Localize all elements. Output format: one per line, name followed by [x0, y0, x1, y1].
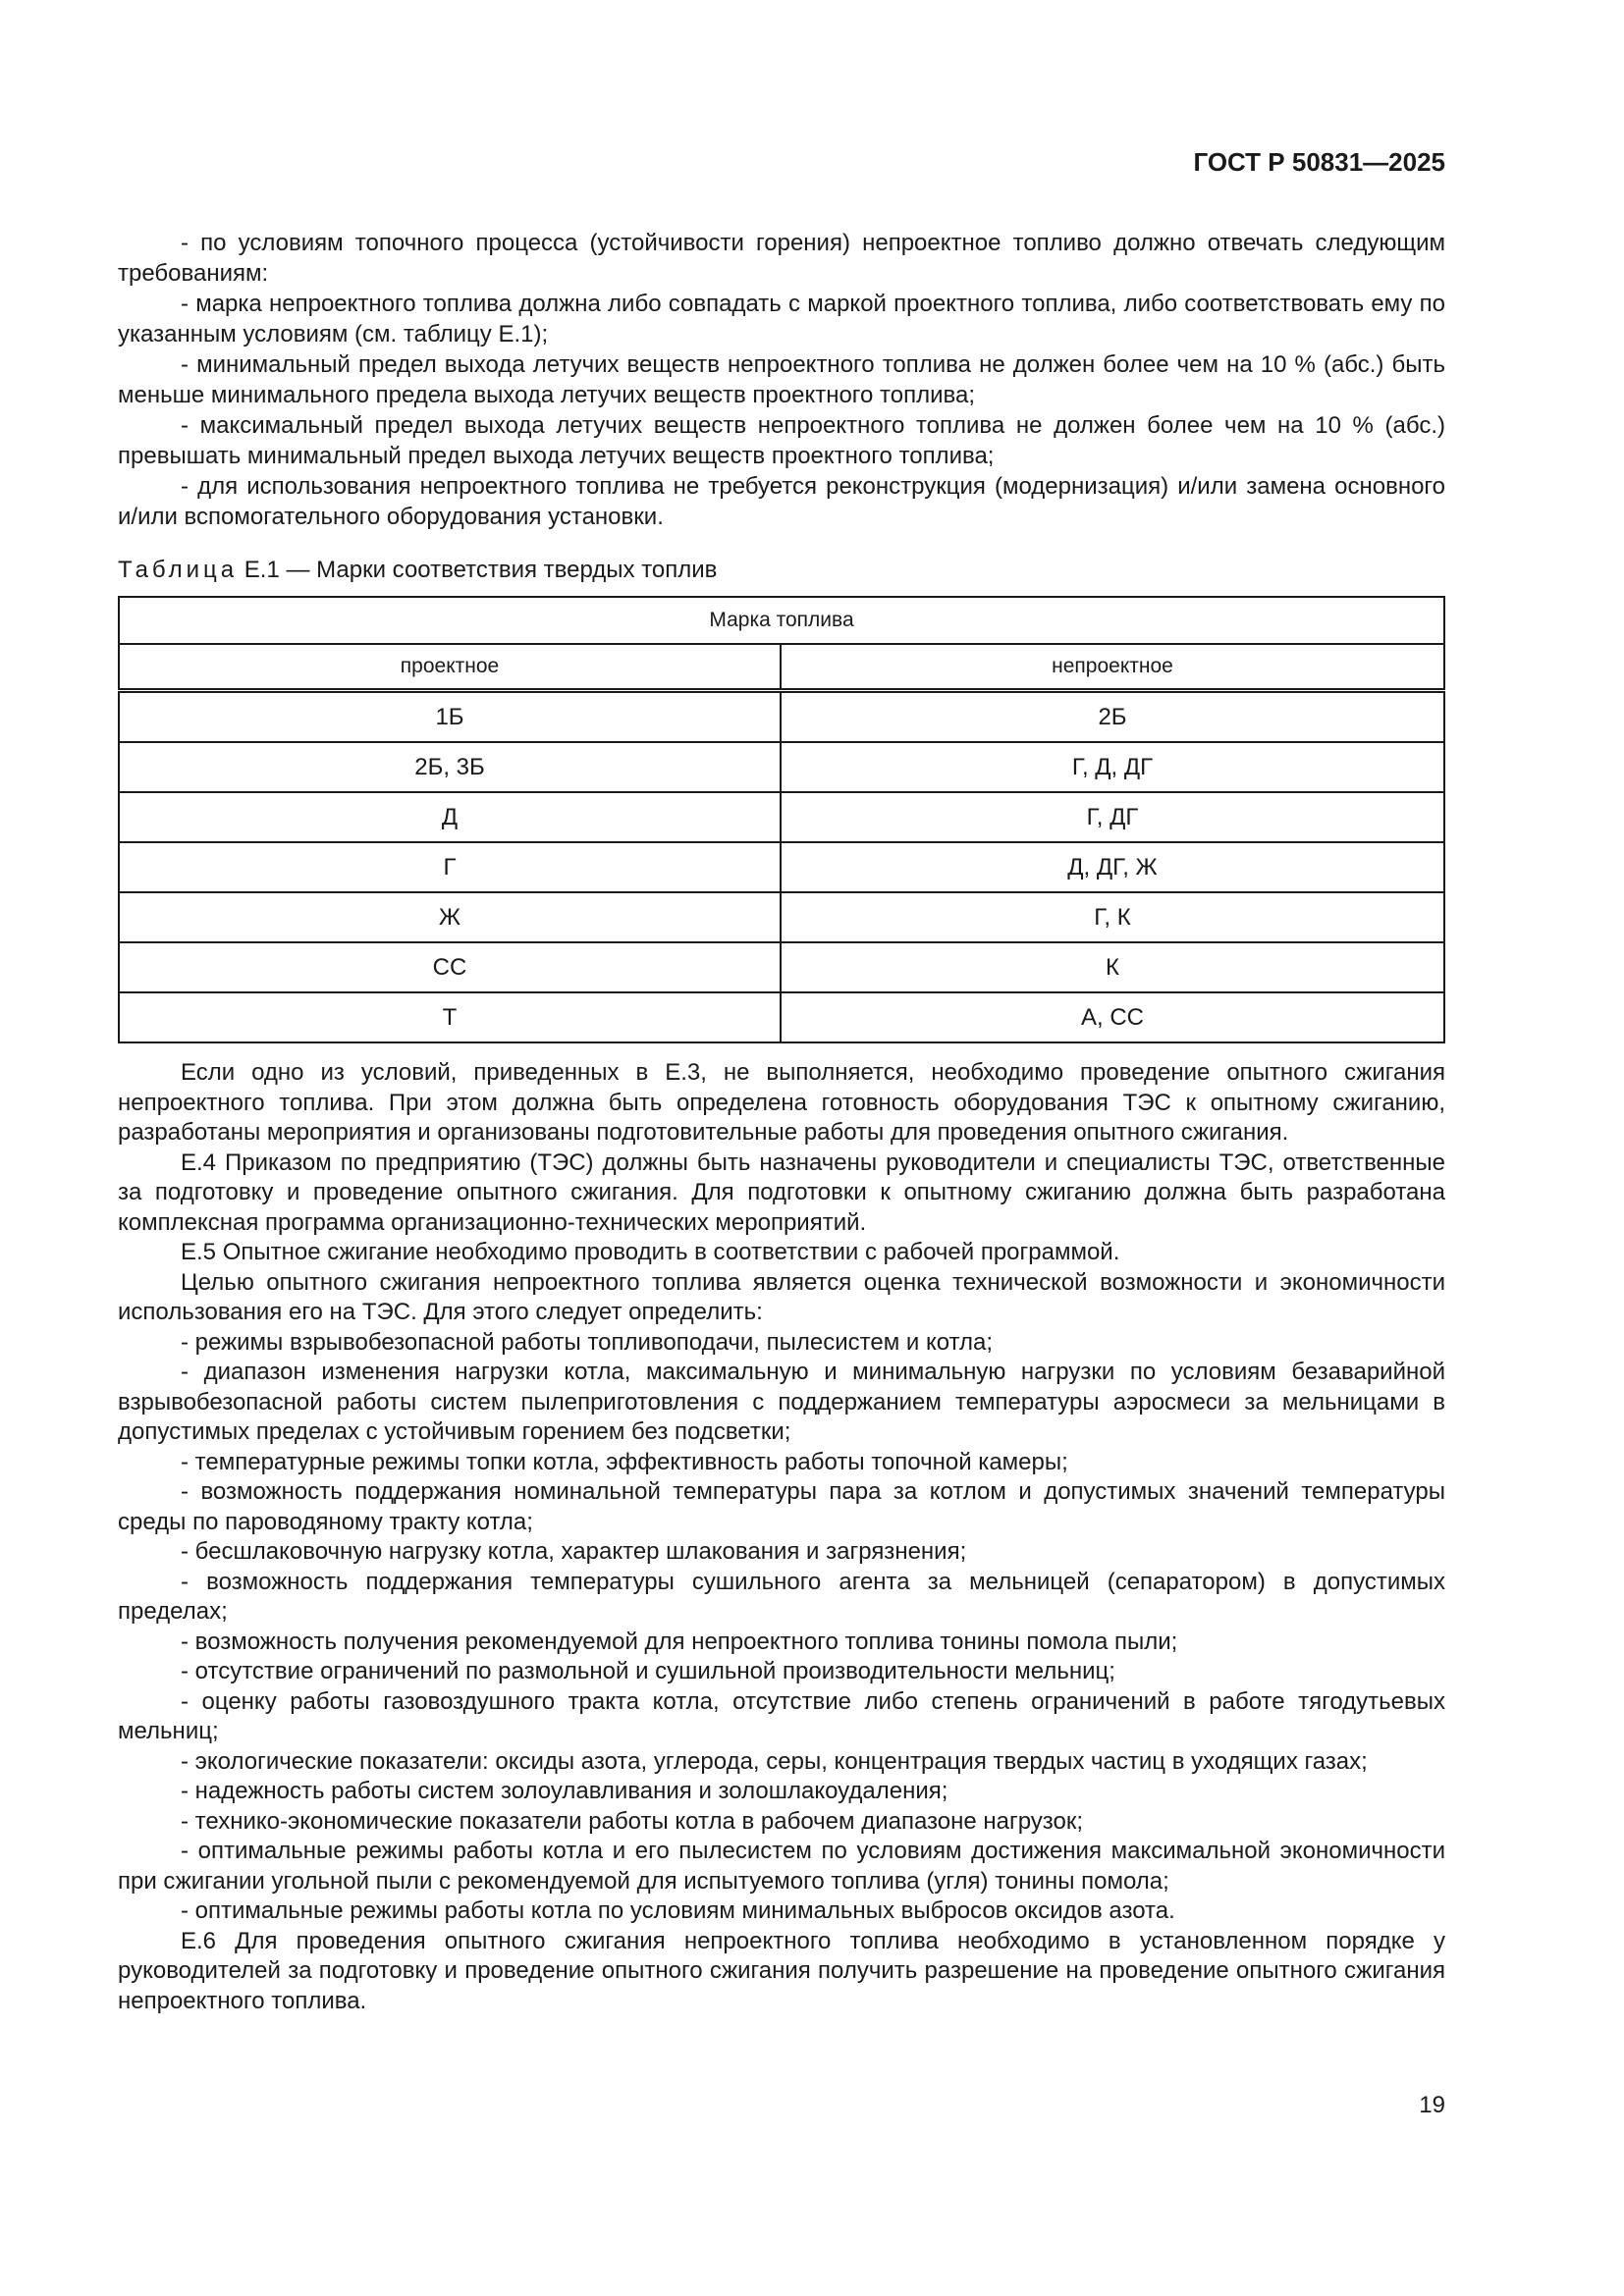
paragraph: - по условиям топочного процесса (устойчивости горения) непроектное топливо должно отвечать следующим требованиям: — [118, 230, 1445, 287]
table-caption — [118, 555, 1445, 585]
list-item: - оценку работы газовоздушного тракта котла, отсутствие либо степень ограничений в работе тягодутьевых мельниц; — [118, 1687, 1445, 1744]
table-row — [119, 742, 1444, 792]
paragraph: - для использования непроектного топлива не требуется реконструкция (модернизация) и/или замена основного и/или вспомогательного оборудования установки. — [118, 473, 1445, 530]
table-row — [119, 691, 1444, 743]
fuel-grades-table — [118, 596, 1445, 1043]
table-cell: Д, ДГ, Ж — [781, 842, 1444, 892]
paragraph: Е.6 Для проведения опытного сжигания непроектного топлива необходимо в установленном порядке у руководителей за подготовку и проведение опытного сжигания получить разрешение на проведение опытного сжигания непроектного топлива. — [118, 1927, 1445, 2014]
paragraph: Целью опытного сжигания непроектного топлива является оценка технической возможности и экономичности использования его на ТЭС. Для этого следует определить: — [118, 1268, 1445, 1325]
list-item: - экологические показатели: оксиды азота, углерода, серы, концентрация твердых частиц в уходящих газах; — [181, 1747, 1368, 1775]
paragraph: Е.5 Опытное сжигание необходимо проводить в соответствии с рабочей программой. — [181, 1239, 1120, 1265]
requirements-list — [118, 228, 1445, 532]
table-row — [119, 992, 1444, 1042]
table-column-header: непроектное — [781, 644, 1444, 691]
table-cell: Г, К — [781, 892, 1444, 942]
list-item: - диапазон изменения нагрузки котла, максимальную и минимальную нагрузки по условиям безаварийной взрывобезопасной работы систем пылеприготовления с поддержанием температуры аэросмеси за мельницами в допустимых пределах с устойчивым горением без подсветки; — [118, 1359, 1445, 1445]
body-text — [118, 1058, 1445, 2016]
document-id-header: ГОСТ Р 50831—2025 — [1193, 147, 1445, 177]
table-column-header: проектное — [119, 644, 781, 691]
table-cell: Ж — [119, 892, 781, 942]
table-cell: Т — [119, 992, 781, 1042]
table-cell: Д — [119, 792, 781, 842]
table-caption-text: Е.1 — Марки соответствия твердых топлив — [244, 557, 718, 583]
list-item: - отсутствие ограничений по размольной и сушильной производительности мельниц; — [181, 1658, 1115, 1684]
table-cell: 1Б — [119, 691, 781, 743]
list-item: - оптимальные режимы работы котла по условиям минимальных выбросов оксидов азота. — [181, 1897, 1175, 1924]
list-item: - возможность поддержания номинальной температуры пара за котлом и допустимых значений температуры среды по пароводяному тракту котла; — [118, 1478, 1445, 1535]
paragraph: - максимальный предел выхода летучих веществ непроектного топлива не должен более чем на 10 % (абс.) превышать минимальный предел выхода летучих веществ проектного топлива; — [118, 412, 1445, 469]
paragraph: - минимальный предел выхода летучих веществ непроектного топлива не должен более чем на 10 % (абс.) быть меньше минимального предела выхода летучих веществ проектного топлива; — [118, 351, 1445, 408]
table-cell: К — [781, 942, 1444, 992]
list-item: - возможность поддержания температуры сушильного агента за мельницей (сепаратором) в допустимых пределах; — [118, 1568, 1445, 1625]
list-item: - температурные режимы топки котла, эффективность работы топочной камеры; — [181, 1448, 1068, 1475]
table-cell: 2Б — [781, 691, 1444, 743]
table-caption-label: Таблица — [118, 557, 239, 583]
table-row — [119, 942, 1444, 992]
table-row — [119, 892, 1444, 942]
table-row — [119, 842, 1444, 892]
table-cell: А, СС — [781, 992, 1444, 1042]
table-cell: Г, ДГ — [781, 792, 1444, 842]
list-item: - бесшлаковочную нагрузку котла, характер шлакования и загрязнения; — [181, 1538, 967, 1565]
table-group-header: Марка топлива — [119, 597, 1444, 644]
list-item: - технико-экономические показатели работы котла в рабочем диапазоне нагрузок; — [181, 1807, 1084, 1835]
paragraph: Если одно из условий, приведенных в Е.3, не выполняется, необходимо проведение опытного сжигания непроектного топлива. При этом должна быть определена готовность оборудования ТЭС к опытному сжиганию, разработаны мероприятия и организованы подготовительные работы для проведения опытного сжигания. — [118, 1059, 1445, 1146]
table-row — [119, 792, 1444, 842]
paragraph: - марка непроектного топлива должна либо совпадать с маркой проектного топлива, либо соответствовать ему по указанным условиям (см. таблицу Е.1); — [118, 291, 1445, 347]
list-item: - оптимальные режимы работы котла и его пылесистем по условиям достижения максимальной экономичности при сжигании угольной пыли с рекомендуемой для испытуемого топлива (угля) тонины помола; — [118, 1838, 1445, 1895]
list-item: - возможность получения рекомендуемой для непроектного топлива тонины помола пыли; — [181, 1628, 1178, 1655]
table-cell: Г — [119, 842, 781, 892]
table-cell: Г, Д, ДГ — [781, 742, 1444, 792]
list-item: - надежность работы систем золоулавливания и золошлакоудаления; — [181, 1778, 948, 1804]
table-cell: 2Б, 3Б — [119, 742, 781, 792]
list-item: - режимы взрывобезопасной работы топливоподачи, пылесистем и котла; — [181, 1328, 994, 1356]
table-cell: СС — [119, 942, 781, 992]
paragraph: Е.4 Приказом по предприятию (ТЭС) должны быть назначены руководители и специалисты ТЭС, ответственные за подготовку и проведение опытного сжигания. Для подготовки к опытному сжиганию должна быть разработана комплексная программа организационно-технических мероприятий. — [118, 1148, 1445, 1236]
page-number: 19 — [1419, 2092, 1445, 2118]
